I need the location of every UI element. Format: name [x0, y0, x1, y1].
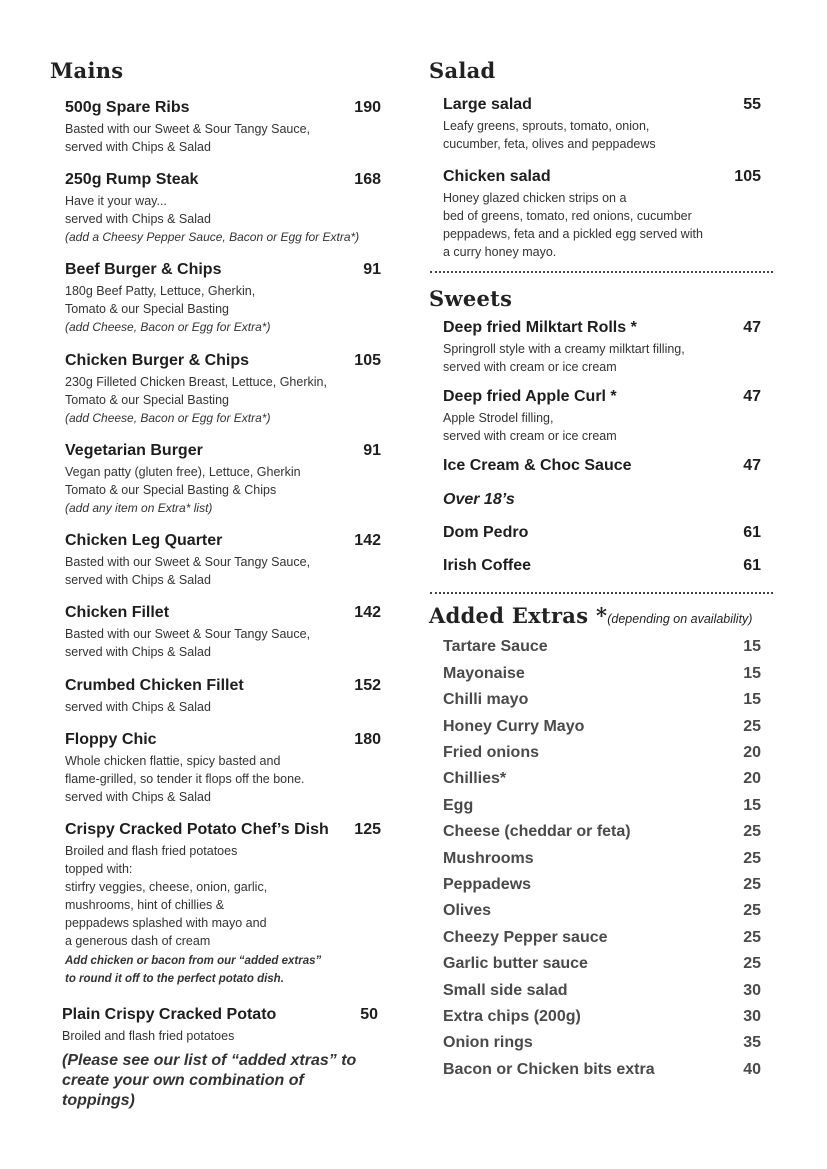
menu-item [443, 388, 761, 445]
extra-item [443, 902, 761, 920]
menu-item [65, 352, 381, 427]
item-desc: served with Chips & Salad [65, 645, 211, 659]
item-name: Chicken Leg Quarter [65, 532, 223, 549]
extra-price: 25 [743, 823, 761, 840]
menu-item [443, 524, 761, 542]
section-divider [430, 592, 773, 594]
item-desc: bed of greens, tomato, red onions, cucumber [443, 209, 692, 223]
extra-name: Olives [443, 902, 492, 919]
item-desc: Honey glazed chicken strips on a [443, 191, 627, 205]
item-price: 105 [354, 352, 381, 369]
item-desc: served with cream or ice cream [443, 360, 617, 374]
extra-price: 20 [743, 770, 761, 787]
over18-label: Over 18’s [443, 491, 515, 508]
extras-heading-title: Added Extras * [429, 603, 608, 628]
extra-price: 25 [743, 876, 761, 893]
extra-price: 25 [743, 902, 761, 919]
item-desc: Tomato & our Special Basting [65, 302, 229, 316]
item-desc: flame-grilled, so tender it flops off the bone. [65, 772, 305, 786]
item-desc: Basted with our Sweet & Sour Tangy Sauce, [65, 122, 311, 136]
item-name: Large salad [443, 96, 532, 113]
item-name: Deep fried Apple Curl * [443, 388, 617, 405]
item-desc: served with cream or ice cream [443, 429, 617, 443]
extra-name: Tartare Sauce [443, 638, 548, 655]
item-name: Chicken Burger & Chips [65, 352, 250, 369]
item-name: Chicken Fillet [65, 604, 170, 621]
extras-heading [429, 603, 752, 628]
item-desc: a curry honey mayo. [443, 245, 557, 259]
item-name: Plain Crispy Cracked Potato [62, 1006, 277, 1023]
extra-item [443, 850, 761, 868]
extra-name: Cheese (cheddar or feta) [443, 823, 631, 840]
item-note: (add Cheese, Bacon or Egg for Extra*) [65, 320, 271, 334]
menu-item [65, 677, 381, 716]
menu-item [65, 532, 381, 589]
item-name: Chicken salad [443, 168, 551, 185]
item-desc: peppadews, feta and a pickled egg served with [443, 227, 703, 241]
sweets-heading: Sweets [429, 286, 513, 311]
menu-item [62, 1006, 378, 1045]
menu-item [65, 731, 381, 806]
item-name: Dom Pedro [443, 524, 529, 541]
item-desc: Whole chicken flattie, spicy basted and [65, 754, 281, 768]
item-note: (add Cheese, Bacon or Egg for Extra*) [65, 411, 271, 425]
item-desc: served with Chips & Salad [65, 573, 211, 587]
extra-price: 40 [743, 1061, 761, 1078]
item-name: Vegetarian Burger [65, 442, 203, 459]
item-desc: cucumber, feta, olives and peppadews [443, 137, 656, 151]
item-price: 91 [363, 442, 381, 459]
item-name: Beef Burger & Chips [65, 261, 222, 278]
extra-name: Egg [443, 797, 474, 814]
extra-item [443, 1008, 761, 1026]
menu-item [443, 457, 761, 475]
extra-name: Honey Curry Mayo [443, 718, 585, 735]
item-desc: Have it your way... [65, 194, 167, 208]
item-desc: served with Chips & Salad [65, 700, 211, 714]
item-desc: Leafy greens, sprouts, tomato, onion, [443, 119, 650, 133]
item-desc: mushrooms, hint of chillies & [65, 898, 225, 912]
extra-name: Extra chips (200g) [443, 1008, 581, 1025]
extra-item [443, 691, 761, 709]
extra-name: Garlic butter sauce [443, 955, 588, 972]
section-divider [430, 271, 773, 273]
item-desc: Broiled and flash fried potatoes [62, 1029, 235, 1043]
extra-name: Fried onions [443, 744, 539, 761]
extra-price: 25 [743, 955, 761, 972]
item-desc: Tomato & our Special Basting & Chips [65, 483, 277, 497]
extra-price: 25 [743, 718, 761, 735]
item-price: 61 [743, 524, 761, 541]
item-desc: peppadews splashed with mayo and [65, 916, 267, 930]
extra-name: Small side salad [443, 982, 568, 999]
extra-item [443, 718, 761, 736]
item-name: 250g Rump Steak [65, 171, 199, 188]
extra-item [443, 797, 761, 815]
extra-name: Bacon or Chicken bits extra [443, 1061, 655, 1078]
xtras-footer-note [62, 1051, 356, 1111]
item-desc: served with Chips & Salad [65, 790, 211, 804]
item-desc: Basted with our Sweet & Sour Tangy Sauce, [65, 555, 311, 569]
extra-price: 15 [743, 797, 761, 814]
item-note: Add chicken or bacon from our “added extras” [65, 955, 322, 967]
item-desc: Vegan patty (gluten free), Lettuce, Gherkin [65, 465, 301, 479]
item-price: 125 [354, 821, 381, 838]
menu-item [65, 442, 381, 517]
extra-price: 30 [743, 982, 761, 999]
note-line: toppings) [62, 1092, 135, 1109]
extra-price: 30 [743, 1008, 761, 1025]
item-price: 50 [360, 1006, 378, 1023]
extra-price: 20 [743, 744, 761, 761]
salad-heading: Salad [429, 58, 496, 83]
item-name: Irish Coffee [443, 557, 532, 574]
item-price: 47 [743, 319, 761, 336]
extra-name: Peppadews [443, 876, 532, 893]
extra-price: 35 [743, 1034, 761, 1051]
item-desc: Basted with our Sweet & Sour Tangy Sauce, [65, 627, 311, 641]
extra-name: Mayonaise [443, 665, 525, 682]
extra-item [443, 770, 761, 788]
item-desc: topped with: [65, 862, 133, 876]
item-price: 190 [354, 99, 381, 116]
extra-item [443, 1034, 761, 1052]
item-name: 500g Spare Ribs [65, 99, 190, 116]
item-price: 152 [354, 677, 381, 694]
item-name: Ice Cream & Choc Sauce [443, 457, 632, 474]
item-price: 105 [734, 168, 761, 185]
extra-price: 25 [743, 850, 761, 867]
extra-item [443, 638, 761, 656]
extra-name: Chillies* [443, 770, 507, 787]
extra-name: Cheezy Pepper sauce [443, 929, 608, 946]
menu-item [65, 821, 381, 988]
extra-price: 25 [743, 929, 761, 946]
note-line: (Please see our list of “added xtras” to [62, 1052, 357, 1069]
item-desc: 180g Beef Patty, Lettuce, Gherkin, [65, 284, 256, 298]
menu-item [65, 99, 381, 156]
extra-item [443, 955, 761, 973]
item-note: (add any item on Extra* list) [65, 501, 213, 515]
extra-name: Onion rings [443, 1034, 533, 1051]
item-price: 91 [363, 261, 381, 278]
item-desc: stirfry veggies, cheese, onion, garlic, [65, 880, 268, 894]
extra-item [443, 929, 761, 947]
item-name: Floppy Chic [65, 731, 157, 748]
item-note: to round it off to the perfect potato dish. [65, 973, 284, 985]
item-price: 61 [743, 557, 761, 574]
menu-item [443, 96, 761, 153]
mains-heading: Mains [50, 58, 124, 83]
item-note: (add a Cheesy Pepper Sauce, Bacon or Egg for Extra*) [65, 230, 360, 244]
item-desc: Springroll style with a creamy milktart filling, [443, 342, 685, 356]
extra-price: 15 [743, 665, 761, 682]
extra-item [443, 876, 761, 894]
item-price: 168 [354, 171, 381, 188]
extra-item [443, 982, 761, 1000]
extra-item [443, 823, 761, 841]
extra-name: Chilli mayo [443, 691, 529, 708]
item-price: 47 [743, 457, 761, 474]
extra-item [443, 665, 761, 683]
item-desc: served with Chips & Salad [65, 212, 211, 226]
extra-item [443, 744, 761, 762]
item-price: 180 [354, 731, 381, 748]
item-desc: 230g Filleted Chicken Breast, Lettuce, Gherkin, [65, 375, 327, 389]
extra-price: 15 [743, 691, 761, 708]
menu-item [443, 168, 761, 261]
menu-item [443, 557, 761, 575]
menu-item [443, 319, 761, 376]
item-price: 47 [743, 388, 761, 405]
item-name: Crispy Cracked Potato Chef’s Dish [65, 821, 329, 838]
item-desc: Tomato & our Special Basting [65, 393, 229, 407]
item-desc: served with Chips & Salad [65, 140, 211, 154]
note-line: create your own combination of [62, 1072, 304, 1089]
item-price: 142 [354, 532, 381, 549]
menu-item [65, 171, 381, 246]
item-desc: a generous dash of cream [65, 934, 211, 948]
extra-name: Mushrooms [443, 850, 534, 867]
item-price: 55 [743, 96, 761, 113]
menu-item [65, 604, 381, 661]
extra-item [443, 1061, 761, 1079]
item-desc: Apple Strodel filling, [443, 411, 554, 425]
extras-heading-sub: (depending on availability) [607, 612, 753, 626]
extra-price: 15 [743, 638, 761, 655]
menu-item [65, 261, 381, 336]
item-price: 142 [354, 604, 381, 621]
item-name: Deep fried Milktart Rolls * [443, 319, 637, 336]
item-name: Crumbed Chicken Fillet [65, 677, 244, 694]
item-desc: Broiled and flash fried potatoes [65, 844, 238, 858]
